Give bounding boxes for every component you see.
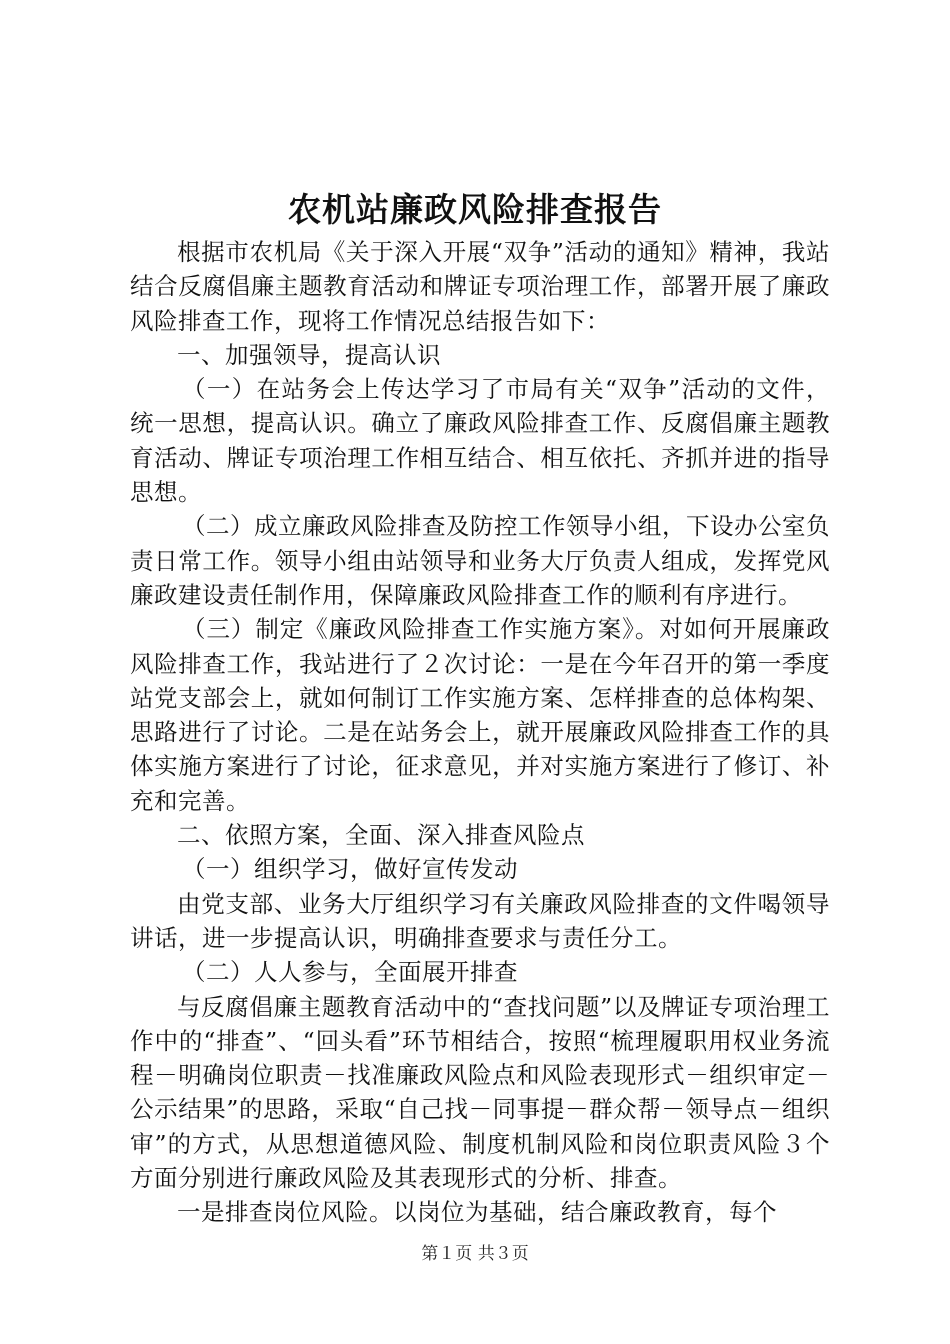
paragraph-intro: 根据市农机局《关于深入开展“双争”活动的通知》精神，我站结合反腐倡廉主题教育活动和牌证专项治理工作，部署开展了廉政风险排查工作，现将工作情况总结报告如下： [130, 238, 830, 335]
paragraph-2-3: 一是排查岗位风险。以岗位为基础，结合廉政教育，每个 [177, 1198, 777, 1227]
paragraph-1-3: （三）制定《廉政风险排查工作实施方案》。对如何开展廉政风险排查工作，我站进行了２次讨论：一是在今年召开的第一季度站党支部会上，就如何制订工作实施方案、怎样排查的总体构架、思路进行了讨论。二是在站务会上，就开展廉政风险排查工作的具体实施方案进行了讨论，征求意见，并对实施方案进行了修订、补充和完善。 [130, 615, 830, 815]
paragraph-2-1: 由党支部、业务大厅组织学习有关廉政风险排查的文件喝领导讲话，进一步提高认识，明确排查要求与责任分工。 [130, 889, 830, 952]
document-body [130, 235, 830, 1230]
document-title: 农机站廉政风险排查报告 [288, 190, 662, 229]
subheading-2-2: （二）人人参与，全面展开排查 [182, 958, 518, 987]
paragraph-1-1: （一）在站务会上传达学习了市局有关“双争”活动的文件，统一思想，提高认识。确立了廉政风险排查工作、反腐倡廉主题教育活动、牌证专项治理工作相互结合、相互依托、齐抓并进的指导思想。 [130, 375, 830, 507]
section-heading-1: 一、加强领导，提高认识 [177, 340, 441, 369]
paragraph-1-2: （二）成立廉政风险排查及防控工作领导小组，下设办公室负责日常工作。领导小组由站领导和业务大厅负责人组成，发挥党风廉政建设责任制作用，保障廉政风险排查工作的顺利有序进行。 [130, 512, 830, 609]
page-footer: 第１页 共３页 [421, 1244, 529, 1264]
subheading-2-1: （一）组织学习，做好宣传发动 [182, 855, 518, 884]
paragraph-2-2: 与反腐倡廉主题教育活动中的“查找问题”以及牌证专项治理工作中的“排查”、“回头看”环节相结合，按照“梳理履职用权业务流程－明确岗位职责－找准廉政风险点和风险表现形式－组织审定－公示结果”的思路，采取“自己找－同事提－群众帮－领导点－组织审”的方式，从思想道德风险、制度机制风险和岗位职责风险３个方面分别进行廉政风险及其表现形式的分析、排查。 [130, 992, 830, 1193]
section-heading-2: 二、依照方案，全面、深入排查风险点 [177, 821, 585, 850]
